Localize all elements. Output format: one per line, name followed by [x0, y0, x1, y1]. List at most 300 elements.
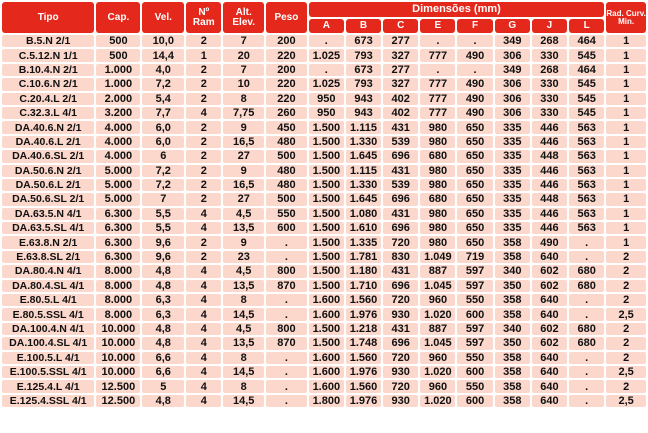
cell-dim-f: 650	[457, 208, 492, 220]
cell-weight: 550	[266, 208, 307, 220]
cell-num-falls: 2	[186, 121, 221, 133]
cell-capacity: 8.000	[96, 280, 140, 292]
cell-tipo: DA.50.6.N 2/1	[2, 165, 94, 177]
cell-dim-f: 550	[457, 352, 492, 364]
cell-dim-c: 696	[383, 150, 418, 162]
cell-dim-c: 720	[383, 236, 418, 248]
cell-lift-height: 13,5	[223, 280, 264, 292]
cell-dim-c: 327	[383, 78, 418, 90]
cell-dim-a: 1.025	[309, 49, 344, 61]
cell-dim-c: 720	[383, 294, 418, 306]
cell-dim-a: 1.500	[309, 150, 344, 162]
cell-dim-c: 696	[383, 193, 418, 205]
cell-dim-a: 1.500	[309, 251, 344, 263]
table-body	[2, 35, 646, 407]
cell-dim-e: 887	[420, 265, 455, 277]
cell-dim-a: 1.500	[309, 280, 344, 292]
table-row	[2, 78, 646, 90]
cell-min-curve-radius: 1	[606, 165, 646, 177]
cell-dim-c: 720	[383, 380, 418, 392]
cell-num-falls: 2	[186, 193, 221, 205]
header-dimension-g: G	[495, 19, 530, 34]
table-row	[2, 193, 646, 205]
cell-weight: 480	[266, 165, 307, 177]
cell-capacity: 6.300	[96, 208, 140, 220]
cell-speed: 4,0	[142, 64, 184, 76]
cell-dim-j: 602	[532, 323, 567, 335]
cell-dim-e: 980	[420, 222, 455, 234]
cell-lift-height: 4,5	[223, 208, 264, 220]
cell-lift-height: 7	[223, 35, 264, 47]
cell-dim-e: 680	[420, 150, 455, 162]
cell-min-curve-radius: 2,5	[606, 308, 646, 320]
cell-dim-b: 943	[346, 93, 381, 105]
cell-weight: 450	[266, 121, 307, 133]
cell-lift-height: 14,5	[223, 366, 264, 378]
cell-dim-e: 887	[420, 323, 455, 335]
cell-weight: 200	[266, 64, 307, 76]
cell-speed: 9,6	[142, 236, 184, 248]
cell-dim-b: 1.781	[346, 251, 381, 263]
cell-speed: 4,8	[142, 265, 184, 277]
cell-dim-g: 358	[495, 380, 530, 392]
cell-dim-b: 1.560	[346, 352, 381, 364]
cell-dim-g: 306	[495, 49, 530, 61]
cell-dim-f: 597	[457, 337, 492, 349]
cell-tipo: DA.50.6.SL 2/1	[2, 193, 94, 205]
header-row-top	[2, 2, 646, 17]
cell-dim-b: 1.180	[346, 265, 381, 277]
cell-speed: 6,6	[142, 366, 184, 378]
cell-min-curve-radius: 2	[606, 294, 646, 306]
cell-dim-f: 597	[457, 280, 492, 292]
cell-dim-g: 335	[495, 193, 530, 205]
cell-num-falls: 2	[186, 236, 221, 248]
cell-num-falls: 4	[186, 222, 221, 234]
cell-dim-f: 490	[457, 49, 492, 61]
cell-speed: 5	[142, 380, 184, 392]
cell-min-curve-radius: 1	[606, 208, 646, 220]
cell-lift-height: 7,75	[223, 107, 264, 119]
cell-dim-l: 563	[569, 193, 604, 205]
cell-capacity: 10.000	[96, 352, 140, 364]
cell-dim-f: 490	[457, 107, 492, 119]
cell-dim-f: .	[457, 35, 492, 47]
cell-speed: 7,7	[142, 107, 184, 119]
cell-tipo: DA.63.5.N 4/1	[2, 208, 94, 220]
cell-capacity: 2.000	[96, 93, 140, 105]
cell-dim-f: 600	[457, 395, 492, 407]
cell-weight: .	[266, 236, 307, 248]
cell-lift-height: 16,5	[223, 136, 264, 148]
cell-dim-a: 1.500	[309, 193, 344, 205]
cell-weight: 500	[266, 150, 307, 162]
cell-weight: .	[266, 366, 307, 378]
cell-dim-l: .	[569, 380, 604, 392]
cell-dim-c: 930	[383, 308, 418, 320]
cell-dim-f: 550	[457, 380, 492, 392]
cell-dim-j: 640	[532, 308, 567, 320]
cell-tipo: E.63.8.N 2/1	[2, 236, 94, 248]
cell-dim-j: 602	[532, 337, 567, 349]
cell-weight: 870	[266, 280, 307, 292]
table-row	[2, 179, 646, 191]
cell-tipo: B.10.4.N 2/1	[2, 64, 94, 76]
cell-dim-j: 268	[532, 64, 567, 76]
cell-min-curve-radius: 1	[606, 236, 646, 248]
cell-lift-height: 20	[223, 49, 264, 61]
cell-weight: .	[266, 352, 307, 364]
cell-dim-b: 1.560	[346, 380, 381, 392]
cell-dim-f: 597	[457, 323, 492, 335]
cell-dim-l: 563	[569, 208, 604, 220]
cell-min-curve-radius: 2	[606, 337, 646, 349]
cell-dim-a: 1.500	[309, 136, 344, 148]
cell-speed: 14,4	[142, 49, 184, 61]
cell-num-falls: 4	[186, 395, 221, 407]
cell-dim-f: 650	[457, 150, 492, 162]
table-row	[2, 107, 646, 119]
cell-lift-height: 27	[223, 193, 264, 205]
header-dimensions: Dimensões (mm)	[309, 2, 605, 17]
cell-dim-g: 358	[495, 236, 530, 248]
cell-dim-a: 1.500	[309, 208, 344, 220]
cell-weight: 600	[266, 222, 307, 234]
cell-dim-g: 358	[495, 352, 530, 364]
cell-dim-g: 340	[495, 323, 530, 335]
cell-capacity: 6.300	[96, 222, 140, 234]
cell-dim-l: .	[569, 352, 604, 364]
cell-dim-b: 1.610	[346, 222, 381, 234]
cell-tipo: DA.63.5.SL 4/1	[2, 222, 94, 234]
cell-num-falls: 4	[186, 366, 221, 378]
table-row	[2, 165, 646, 177]
cell-dim-g: 350	[495, 337, 530, 349]
cell-speed: 4,8	[142, 280, 184, 292]
cell-num-falls: 1	[186, 49, 221, 61]
cell-weight: .	[266, 380, 307, 392]
cell-dim-c: 539	[383, 179, 418, 191]
cell-dim-l: 563	[569, 121, 604, 133]
table-row	[2, 251, 646, 263]
cell-dim-b: 943	[346, 107, 381, 119]
cell-weight: 800	[266, 323, 307, 335]
header-dimension-j: J	[532, 19, 567, 34]
cell-capacity: 5.000	[96, 193, 140, 205]
cell-dim-l: .	[569, 251, 604, 263]
table-row	[2, 352, 646, 364]
cell-dim-e: 980	[420, 136, 455, 148]
header-dimension-f: F	[457, 19, 492, 34]
cell-dim-b: 793	[346, 49, 381, 61]
header-speed: Vel.	[142, 2, 184, 33]
cell-capacity: 4.000	[96, 150, 140, 162]
cell-dim-f: 550	[457, 294, 492, 306]
cell-dim-g: 358	[495, 366, 530, 378]
cell-dim-a: 1.500	[309, 165, 344, 177]
cell-min-curve-radius: 1	[606, 179, 646, 191]
cell-dim-b: 1.115	[346, 165, 381, 177]
cell-dim-f: 650	[457, 121, 492, 133]
cell-dim-j: 602	[532, 265, 567, 277]
cell-dim-e: 680	[420, 193, 455, 205]
cell-dim-b: 1.330	[346, 136, 381, 148]
cell-capacity: 5.000	[96, 179, 140, 191]
header-weight: Peso	[266, 2, 307, 33]
cell-num-falls: 2	[186, 150, 221, 162]
cell-dim-e: 777	[420, 78, 455, 90]
cell-dim-c: 696	[383, 222, 418, 234]
cell-dim-j: 448	[532, 193, 567, 205]
cell-speed: 5,5	[142, 208, 184, 220]
cell-dim-f: 650	[457, 236, 492, 248]
cell-speed: 7	[142, 193, 184, 205]
cell-speed: 4,8	[142, 395, 184, 407]
cell-dim-l: 563	[569, 179, 604, 191]
cell-dim-a: 1.800	[309, 395, 344, 407]
cell-speed: 4,8	[142, 337, 184, 349]
cell-dim-j: 448	[532, 150, 567, 162]
cell-min-curve-radius: 1	[606, 121, 646, 133]
cell-dim-b: 793	[346, 78, 381, 90]
cell-dim-j: 446	[532, 222, 567, 234]
table-row	[2, 64, 646, 76]
cell-dim-b: 673	[346, 35, 381, 47]
cell-dim-b: 1.710	[346, 280, 381, 292]
cell-dim-f: 650	[457, 193, 492, 205]
cell-dim-l: 545	[569, 78, 604, 90]
header-lift-height: Alt. Elev.	[223, 2, 264, 33]
cell-min-curve-radius: 1	[606, 136, 646, 148]
cell-dim-j: 446	[532, 165, 567, 177]
cell-weight: .	[266, 308, 307, 320]
cell-min-curve-radius: 2,5	[606, 395, 646, 407]
table-header	[2, 2, 646, 33]
cell-dim-g: 340	[495, 265, 530, 277]
cell-weight: 220	[266, 78, 307, 90]
cell-weight: 220	[266, 49, 307, 61]
cell-num-falls: 2	[186, 78, 221, 90]
cell-dim-j: 446	[532, 136, 567, 148]
cell-dim-a: 1.600	[309, 294, 344, 306]
cell-weight: 480	[266, 179, 307, 191]
cell-capacity: 8.000	[96, 308, 140, 320]
cell-num-falls: 2	[186, 93, 221, 105]
cell-dim-l: 680	[569, 337, 604, 349]
cell-lift-height: 8	[223, 380, 264, 392]
cell-lift-height: 8	[223, 93, 264, 105]
cell-dim-c: 431	[383, 208, 418, 220]
cell-lift-height: 13,5	[223, 337, 264, 349]
cell-dim-e: .	[420, 64, 455, 76]
table-row	[2, 136, 646, 148]
cell-min-curve-radius: 1	[606, 150, 646, 162]
cell-dim-f: 650	[457, 179, 492, 191]
cell-min-curve-radius: 1	[606, 107, 646, 119]
cell-weight: 260	[266, 107, 307, 119]
cell-capacity: 8.000	[96, 294, 140, 306]
cell-dim-e: 980	[420, 165, 455, 177]
header-min-curve-radius: Rad. Curv. Min.	[606, 2, 646, 33]
cell-num-falls: 2	[186, 165, 221, 177]
cell-tipo: DA.100.4.N 4/1	[2, 323, 94, 335]
cell-lift-height: 14,5	[223, 395, 264, 407]
cell-tipo: E.125.4.L 4/1	[2, 380, 94, 392]
cell-speed: 4,8	[142, 323, 184, 335]
cell-dim-f: 650	[457, 136, 492, 148]
cell-speed: 7,2	[142, 78, 184, 90]
cell-dim-e: 980	[420, 121, 455, 133]
table-row	[2, 323, 646, 335]
table-row	[2, 337, 646, 349]
cell-dim-a: 1.500	[309, 121, 344, 133]
cell-dim-j: 640	[532, 380, 567, 392]
cell-dim-c: 431	[383, 323, 418, 335]
cell-dim-j: 640	[532, 352, 567, 364]
cell-dim-c: 277	[383, 35, 418, 47]
cell-num-falls: 2	[186, 136, 221, 148]
cell-speed: 5,4	[142, 93, 184, 105]
cell-dim-a: 1.500	[309, 179, 344, 191]
cell-dim-e: 777	[420, 107, 455, 119]
cell-dim-f: 719	[457, 251, 492, 263]
cell-dim-f: .	[457, 64, 492, 76]
cell-lift-height: 9	[223, 236, 264, 248]
cell-speed: 7,2	[142, 165, 184, 177]
cell-dim-g: 335	[495, 179, 530, 191]
cell-dim-c: 431	[383, 165, 418, 177]
cell-dim-g: 350	[495, 280, 530, 292]
cell-dim-a: 950	[309, 93, 344, 105]
cell-min-curve-radius: 1	[606, 93, 646, 105]
cell-dim-b: 1.748	[346, 337, 381, 349]
cell-min-curve-radius: 2	[606, 323, 646, 335]
cell-dim-l: .	[569, 366, 604, 378]
cell-dim-b: 1.645	[346, 150, 381, 162]
cell-dim-a: 1.600	[309, 308, 344, 320]
cell-weight: 200	[266, 35, 307, 47]
cell-dim-g: 335	[495, 136, 530, 148]
cell-dim-f: 600	[457, 308, 492, 320]
header-tipo: Tipo	[2, 2, 94, 33]
cell-dim-g: 358	[495, 294, 530, 306]
cell-tipo: DA.40.6.N 2/1	[2, 121, 94, 133]
cell-num-falls: 4	[186, 337, 221, 349]
cell-speed: 6,3	[142, 308, 184, 320]
cell-num-falls: 4	[186, 280, 221, 292]
cell-dim-g: 335	[495, 150, 530, 162]
cell-dim-b: 1.976	[346, 308, 381, 320]
cell-dim-j: 640	[532, 294, 567, 306]
cell-capacity: 4.000	[96, 121, 140, 133]
cell-speed: 9,6	[142, 251, 184, 263]
cell-tipo: B.5.N 2/1	[2, 35, 94, 47]
table-row	[2, 222, 646, 234]
cell-dim-j: 330	[532, 107, 567, 119]
header-dimension-c: C	[383, 19, 418, 34]
cell-tipo: DA.100.4.SL 4/1	[2, 337, 94, 349]
cell-weight: 220	[266, 93, 307, 105]
table-row	[2, 395, 646, 407]
cell-dim-f: 490	[457, 78, 492, 90]
cell-dim-l: 545	[569, 107, 604, 119]
cell-dim-b: 1.976	[346, 366, 381, 378]
cell-dim-e: 1.045	[420, 337, 455, 349]
cell-capacity: 10.000	[96, 337, 140, 349]
cell-min-curve-radius: 1	[606, 35, 646, 47]
header-dimension-a: A	[309, 19, 344, 34]
cell-speed: 6,3	[142, 294, 184, 306]
cell-tipo: C.5.12.N 1/1	[2, 49, 94, 61]
cell-dim-e: 980	[420, 208, 455, 220]
cell-dim-e: .	[420, 35, 455, 47]
cell-dim-b: 1.560	[346, 294, 381, 306]
cell-dim-l: 680	[569, 323, 604, 335]
cell-dim-a: 1.025	[309, 78, 344, 90]
cell-tipo: E.80.5.L 4/1	[2, 294, 94, 306]
cell-dim-j: 446	[532, 208, 567, 220]
cell-tipo: DA.80.4.N 4/1	[2, 265, 94, 277]
cell-dim-c: 431	[383, 121, 418, 133]
cell-dim-b: 1.335	[346, 236, 381, 248]
cell-dim-c: 930	[383, 395, 418, 407]
cell-dim-g: 349	[495, 64, 530, 76]
header-dimension-b: B	[346, 19, 381, 34]
cell-min-curve-radius: 1	[606, 64, 646, 76]
cell-dim-j: 640	[532, 366, 567, 378]
cell-dim-l: 545	[569, 93, 604, 105]
cell-dim-e: 980	[420, 179, 455, 191]
cell-capacity: 5.000	[96, 165, 140, 177]
cell-dim-e: 960	[420, 352, 455, 364]
cell-min-curve-radius: 1	[606, 193, 646, 205]
cell-weight: .	[266, 294, 307, 306]
cell-speed: 6,0	[142, 136, 184, 148]
cell-dim-g: 335	[495, 208, 530, 220]
cell-dim-g: 358	[495, 251, 530, 263]
cell-dim-e: 960	[420, 294, 455, 306]
cell-dim-g: 358	[495, 395, 530, 407]
cell-dim-j: 268	[532, 35, 567, 47]
cell-lift-height: 10	[223, 78, 264, 90]
cell-tipo: E.100.5.SSL 4/1	[2, 366, 94, 378]
cell-dim-j: 330	[532, 78, 567, 90]
cell-dim-a: 1.500	[309, 323, 344, 335]
cell-capacity: 4.000	[96, 136, 140, 148]
cell-dim-c: 327	[383, 49, 418, 61]
cell-dim-e: 980	[420, 236, 455, 248]
cell-min-curve-radius: 1	[606, 222, 646, 234]
cell-dim-e: 1.020	[420, 395, 455, 407]
cell-capacity: 1.000	[96, 78, 140, 90]
cell-min-curve-radius: 2	[606, 280, 646, 292]
cell-capacity: 12.500	[96, 380, 140, 392]
cell-dim-e: 777	[420, 93, 455, 105]
cell-lift-height: 16,5	[223, 179, 264, 191]
cell-speed: 7,2	[142, 179, 184, 191]
cell-num-falls: 4	[186, 352, 221, 364]
cell-capacity: 10.000	[96, 366, 140, 378]
cell-dim-c: 431	[383, 265, 418, 277]
cell-dim-j: 490	[532, 236, 567, 248]
header-dimension-l: L	[569, 19, 604, 34]
cell-min-curve-radius: 1	[606, 49, 646, 61]
cell-dim-a: 1.600	[309, 366, 344, 378]
table-row	[2, 208, 646, 220]
cell-dim-g: 335	[495, 222, 530, 234]
cell-speed: 6,0	[142, 121, 184, 133]
cell-num-falls: 4	[186, 208, 221, 220]
